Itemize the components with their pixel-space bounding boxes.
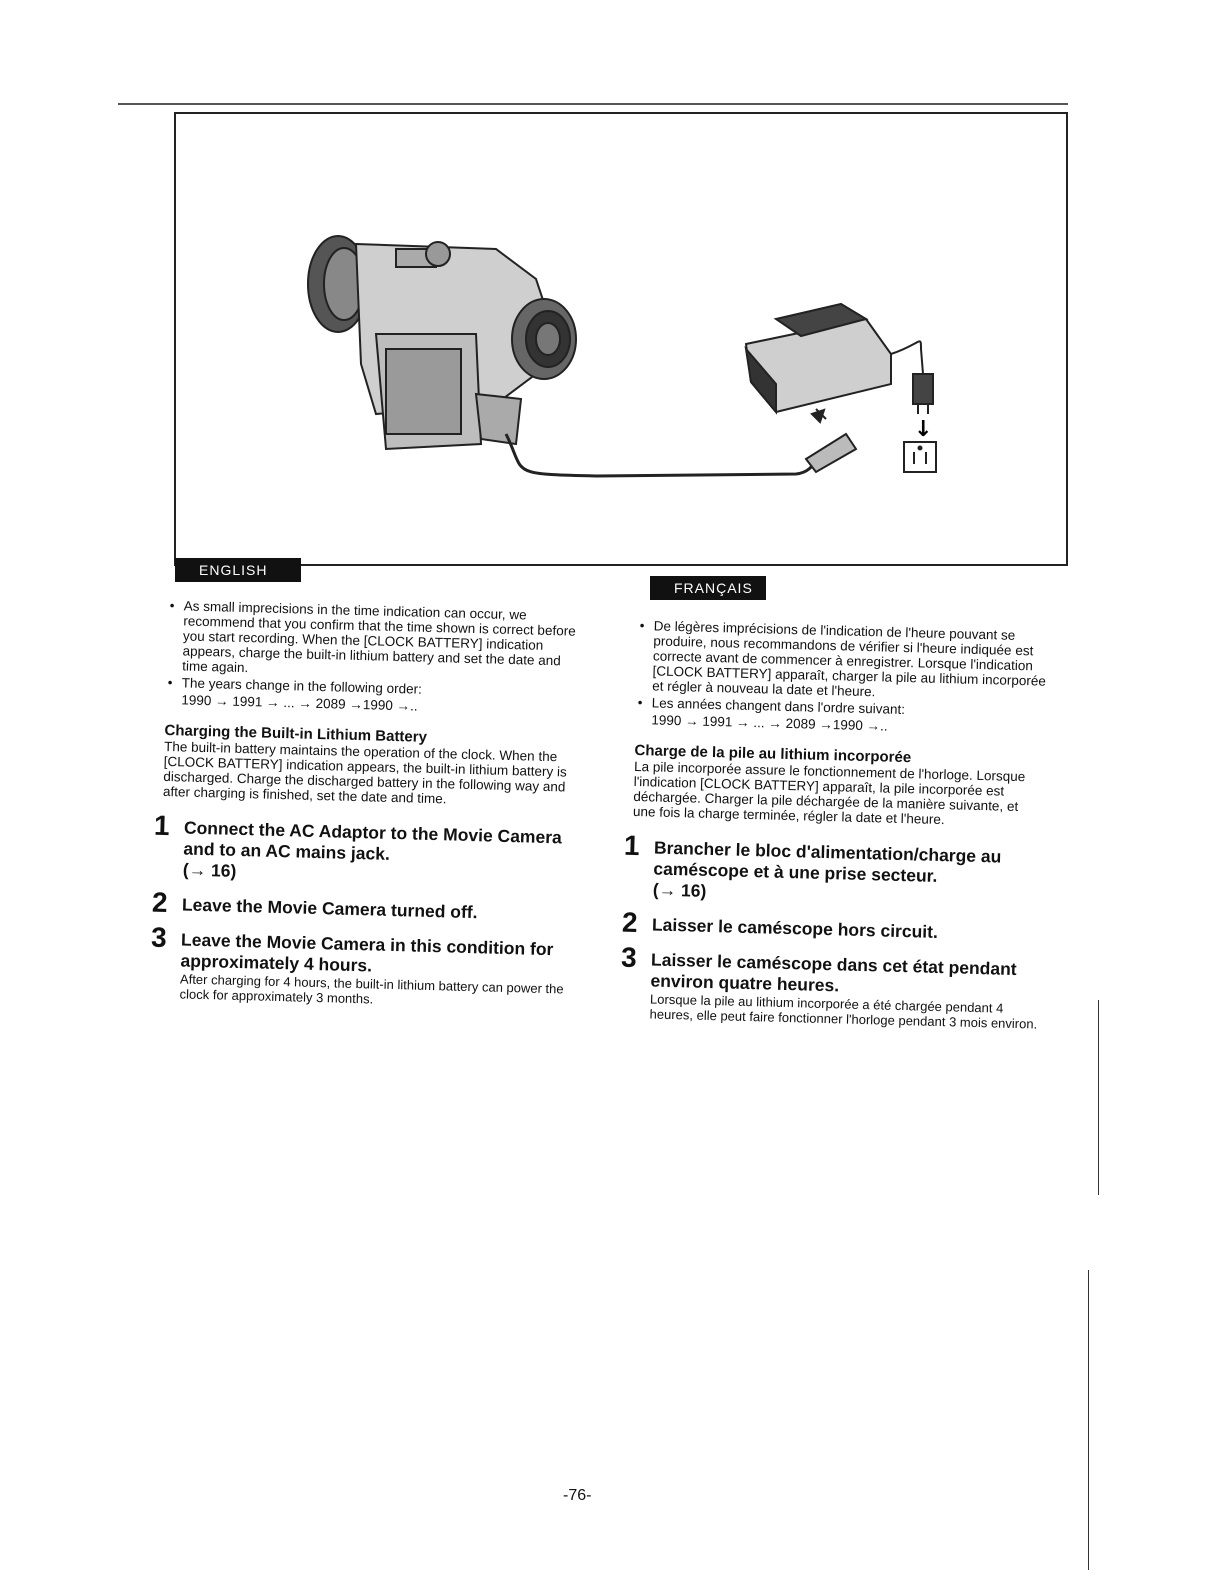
- step-number: 3: [620, 941, 638, 974]
- francais-section-body: La pile incorporée assure le fonctionnement de l'horloge. Lorsque l'indication [CLOCK BATTERY] apparaît, la pile incorporée est déchargée. Charger la pile déchargée de la manière suivante, et une fois la charge terminée, régler la date et l'heure.: [632, 758, 1026, 828]
- english-label: ENGLISH: [175, 558, 301, 582]
- camcorder-illustration: [176, 114, 1066, 564]
- francais-step-2: [621, 906, 1040, 946]
- english-bullet-2: • The years change in the following order:: [166, 675, 576, 701]
- english-step-2: [151, 886, 570, 926]
- francais-section-title: Charge de la pile au lithium incorporée: [634, 741, 912, 767]
- step-number: 2: [151, 886, 169, 919]
- step-number: 1: [153, 809, 171, 842]
- english-step-1: [153, 809, 573, 891]
- step-title: Connect the AC Adaptor to the Movie Camera and to an AC mains jack.: [183, 817, 563, 864]
- english-section-title: Charging the Built-in Lithium Battery: [164, 721, 428, 746]
- step-number: 2: [621, 906, 639, 939]
- francais-bullet-2: • Les années changent dans l'ordre suivant:: [636, 695, 1046, 721]
- step-number: 1: [623, 829, 641, 862]
- step-title: Laisser le caméscope dans cet état pendant environ quatre heures.: [650, 949, 1017, 996]
- english-column: [150, 598, 578, 1026]
- ac-adaptor-drawing: [746, 304, 933, 414]
- scan-edge-line: [1098, 1000, 1099, 1195]
- francais-step-3: [620, 941, 1039, 1032]
- wall-outlet-icon: [904, 442, 936, 472]
- step-page-ref: (→ 16): [652, 879, 707, 901]
- step-note: Lorsque la pile au lithium incorporée a été chargée pendant 4 heures, elle peut faire fonctionner l'horloge pendant 3 mois environ.: [649, 991, 1038, 1032]
- francais-bullet-1: • De légères imprécisions de l'indication de l'heure pouvant se produire, nous recommandons de vérifier si l'heure indiquée est correcte avant de commencer à enregistrer. Lorsque l'indication [CLOCK BATTERY] apparaît, charger la pile au lithium incorporée et régler à nouveau la date et l'heure.: [636, 618, 1048, 704]
- step-number: 3: [150, 921, 168, 954]
- english-step-3: [150, 921, 569, 1012]
- english-bullet-1: • As small imprecisions in the time indication can occur, we recommend that you confirm that the time shown is correct before you start recording. When the [CLOCK BATTERY] indication appears, charge the built-in lithium battery and set the date and time again.: [166, 598, 578, 684]
- step-title: Laisser le caméscope hors circuit.: [651, 914, 939, 942]
- francais-label: FRANÇAIS: [650, 576, 766, 600]
- page-number: -76-: [563, 1487, 592, 1504]
- step-title: Leave the Movie Camera in this condition for approximately 4 hours.: [180, 929, 554, 976]
- english-years-order: 1990 → 1991 → ... → 2089 →1990 →..: [181, 692, 418, 714]
- step-title: Brancher le bloc d'alimentation/charge au caméscope et à une prise secteur.: [653, 837, 1002, 886]
- step-title: Leave the Movie Camera turned off.: [181, 894, 478, 923]
- top-rule: [118, 103, 1068, 105]
- down-arrow-icon: ↓: [914, 417, 933, 442]
- dc-plug-drawing: [806, 409, 856, 472]
- scan-edge-line: [1088, 1270, 1089, 1570]
- francais-years-order: 1990 → 1991 → ... → 2089 →1990 →..: [651, 712, 888, 734]
- step-page-ref: (→ 16): [182, 859, 237, 881]
- dc-cable: [506, 434, 831, 476]
- francais-column: [620, 618, 1048, 1046]
- francais-step-1: [623, 829, 1043, 911]
- illustration-frame: [174, 112, 1068, 566]
- english-section-body: The built-in battery maintains the operation of the clock. When the [CLOCK BATTERY] indication appears, the built-in lithium battery is discharged. Charge the discharged battery in the following way and after charging is finished, set the date and time.: [162, 738, 567, 807]
- step-note: After charging for 4 hours, the built-in lithium battery can power the clock for approximately 3 months.: [179, 971, 564, 1007]
- camcorder-drawing: [308, 236, 576, 449]
